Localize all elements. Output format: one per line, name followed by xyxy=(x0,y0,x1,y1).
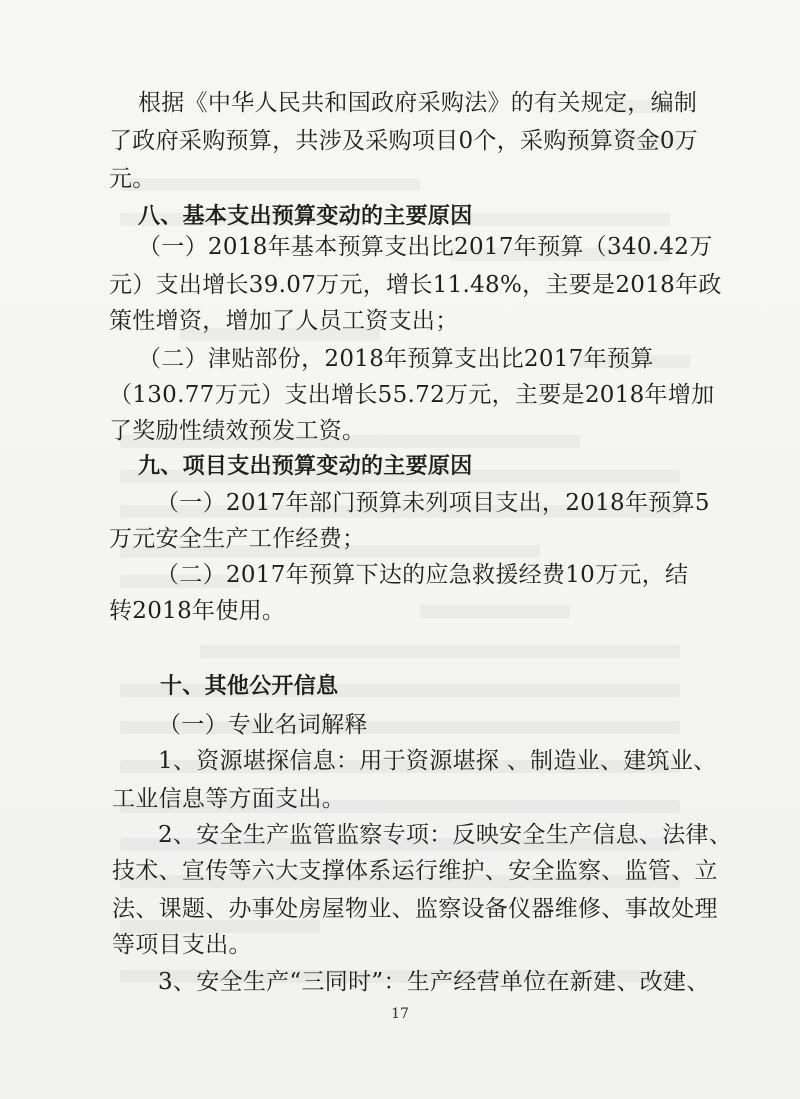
body-line-1: 根据《中华人民共和国政府采购法》的有关规定，编制 xyxy=(138,90,698,116)
section-heading-10: 十、其他公开信息 xyxy=(160,674,339,699)
body-line-21: 技术、宣传等六大支撑体系运行维护、安全监察、监管、立 xyxy=(112,858,718,884)
body-line-6: 元）支出增长39.07万元，增长11.48%，主要是2018年政 xyxy=(109,272,722,298)
section-heading-9: 九、项目支出预算变动的主要原因 xyxy=(138,454,473,479)
body-line-18: 1、资源堪探信息：用于资源堪探 、制造业、建筑业、 xyxy=(158,748,717,774)
body-line-8: （二）津贴部份，2018年预算支出比2017年预算 xyxy=(138,346,654,372)
body-line-23: 等项目支出。 xyxy=(112,932,252,958)
body-line-22: 法、课题、办事处房屋物业、监察设备仪器维修、事故处理 xyxy=(112,896,718,922)
body-line-7: 策性增资，增加了人员工资支出； xyxy=(109,308,459,334)
body-line-10: 了奖励性绩效预发工资。 xyxy=(109,418,366,444)
section-heading-8: 八、基本支出预算变动的主要原因 xyxy=(138,204,473,229)
body-line-3: 元。 xyxy=(109,166,156,192)
body-line-19: 工业信息等方面支出。 xyxy=(112,786,345,812)
body-line-9: （130.77万元）支出增长55.72万元，主要是2018年增加 xyxy=(109,382,715,408)
body-line-13: 万元安全生产工作经费； xyxy=(109,526,366,552)
body-line-24: 3、安全生产“三同时”：生产经营单位在新建、改建、 xyxy=(158,969,710,995)
body-line-14: （二）2017年预算下达的应急救援经费10万元，结 xyxy=(156,562,689,588)
body-line-2: 了政府采购预算，共涉及采购项目0个，采购预算资金0万 xyxy=(109,128,699,154)
body-line-12: （一）2017年部门预算未列项目支出，2018年预算5 xyxy=(156,490,710,516)
page-number: 17 xyxy=(391,1006,409,1022)
body-line-20: 2、安全生产监管监察专项：反映安全生产信息、法律、 xyxy=(158,822,733,848)
body-line-17: （一）专业名词解释 xyxy=(158,712,368,738)
body-line-5: （一）2018年基本预算支出比2017年预算（340.42万 xyxy=(138,234,713,260)
body-line-15: 转2018年使用。 xyxy=(109,598,286,624)
